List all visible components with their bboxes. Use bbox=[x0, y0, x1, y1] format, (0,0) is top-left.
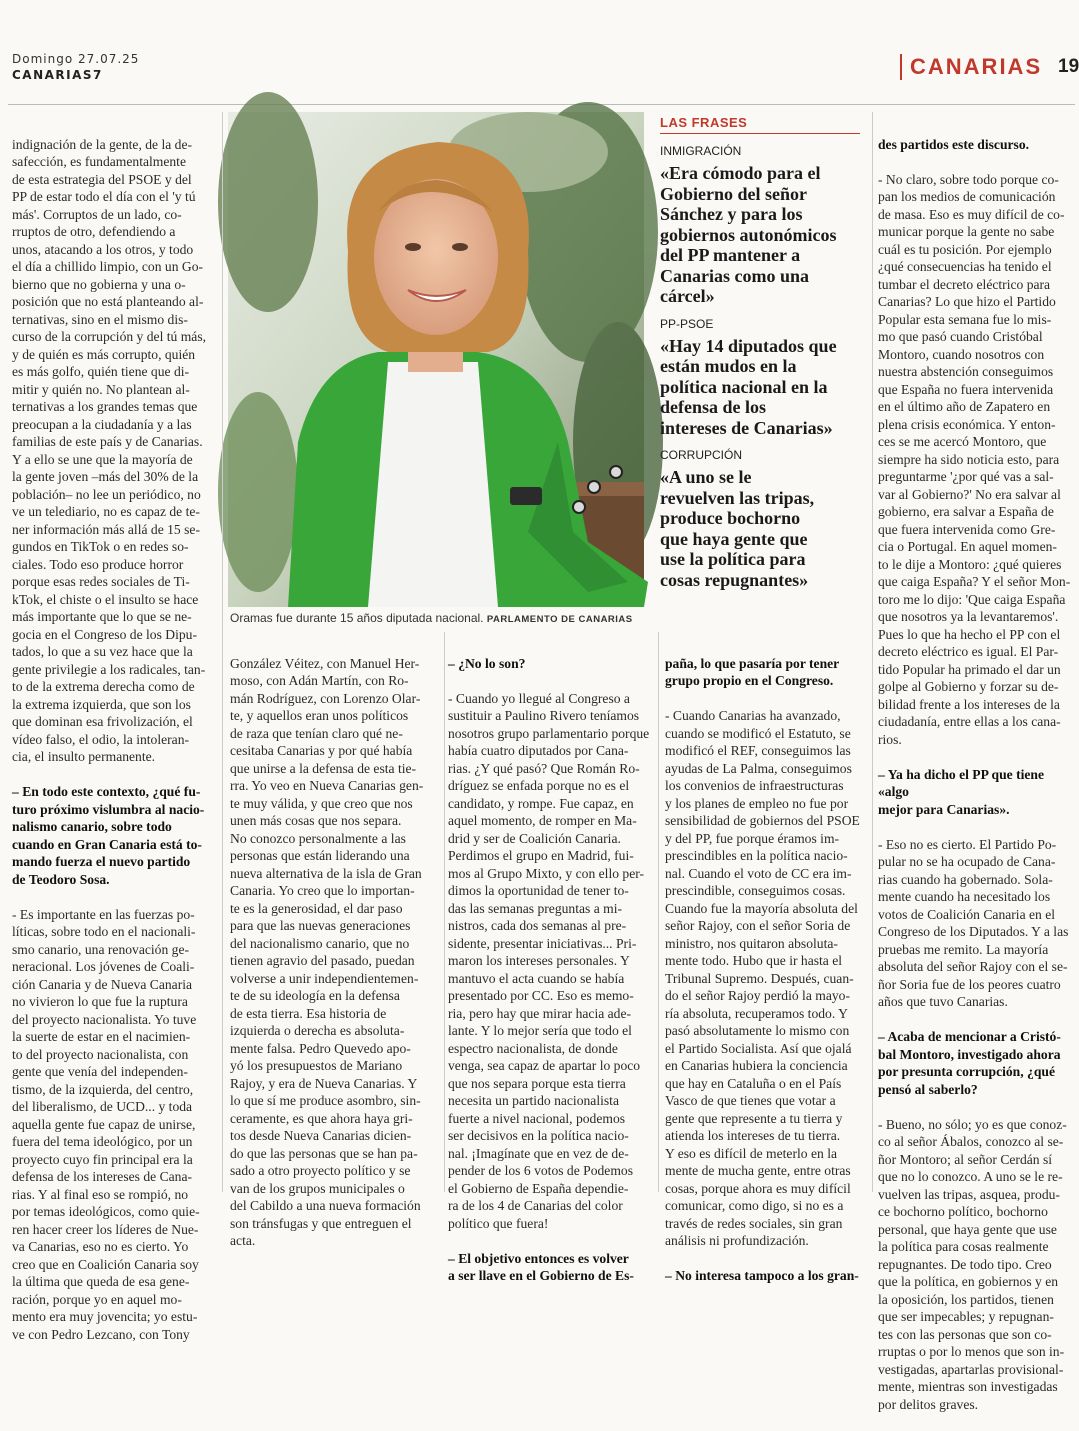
article-column-1 bbox=[12, 118, 217, 1342]
quote-text: «Hay 14 diputados que están mudos en la política nacional en la defensa de los intereses de Canarias» bbox=[660, 335, 837, 438]
article-column-2 bbox=[230, 637, 440, 1248]
interview-question: – El objetivo entonces es volver a ser llave en el Gobierno de Es- bbox=[448, 1250, 634, 1283]
interview-question: – ¿No lo son? bbox=[448, 655, 526, 671]
quote-text: «Era cómodo para el Gobierno del señor Sánchez y para los gobiernos autonómicos del PP mantener a Canarias como una cárcel» bbox=[660, 163, 837, 306]
column-2-paragraph: González Véitez, con Manuel Her- moso, con Adán Martín, con Ro- mán Rodríguez, con Lorenzo Olar- te, y aquellos eran unos políticos de raza que tenían claro qué ne- cesitaba Canarias y por qué había que unirse a la defensa de esta tie- rra. Yo veo en Nueva Canarias gen- te muy válida, y que creo que nos unen más cosas que nos separa. No conozco personalmente a las personas que están liderando una nueva alternativa de la isla de Gran Canaria. Yo creo que lo importan- te es la generosidad, el dar paso para que las nuevas generaciones del nacionalismo canario, que no tienen agravio del pasado, puedan volverse a unir independientemen- te de su ideología en la defensa de esta tierra. Esa historia de izquierda o derecha es absoluta- mente falsa. Pedro Quevedo apo- yó los presupuestos de Mariano Rajoy, y era de Nueva Canarias. Y lo que sí me produce asombro, sin- ceramente, es que ahora haya gri- tos desde Nueva Canarias dicien- do que las personas que se han pa- sado a otro proyecto político y se van de los grupos municipales o del Cabildo a una nueva formación son tránsfugas y que entreguen el acta. bbox=[230, 655, 424, 1248]
column-divider bbox=[222, 112, 223, 1192]
interview-answer: - Es importante en las fuerzas po- líticas, sobre todo en el nacionali- smo canario, una renovación ge- neracional. Los jóvenes de Coali- ción Canaria y de Nueva Canaria no vivieron lo que fue la ruptura del proyecto nacionalista. Yo tuve la suerte de estar en el nacimien- to del proyecto nacionalista, con gente que venía del independen- tismo, de la izquierda, del centro, del liberalismo, de UCD... y toda aquella gente fue capaz de unirse, fuera del tema ideológico, por un proyecto cuyo fin principal era la defensa de los intereses de Cana- rias. Y al final eso se rompió, no por temas ideológicos, como quie- ren hacer creer los líderes de Nue- va Canarias, eso no es cierto. Yo creo que en Coalición Canaria soy la última que queda de esa gene- ración, porque yo en aquel mo- mento era muy jovencita; yo estu- ve con Pedro Lezcano, con Tony bbox=[12, 906, 200, 1342]
masthead bbox=[0, 0, 1079, 90]
header-rule bbox=[8, 104, 1075, 105]
interview-question: – No interesa tampoco a los gran- bbox=[665, 1268, 859, 1283]
interview-question: – En todo este contexto, ¿qué fu- turo próximo vislumbra al nacio- nalismo canario, sobre todo cuando en Gran Canaria está to- mando fuerza el nuevo partido de Teodoro Sosa. bbox=[12, 784, 205, 887]
article-column-5 bbox=[878, 118, 1075, 1412]
interview-question: – Acaba de mencionar a Cristó- bal Montoro, investigado ahora por presunta corrupción, ¿qué pensó al saberlo? bbox=[878, 1029, 1061, 1097]
quote-category: PP-PSOE bbox=[660, 316, 714, 331]
article-column-4 bbox=[665, 637, 870, 1283]
interview-answer: - Bueno, no sólo; yo es que conoz- co al señor Ábalos, conozco al se- ñor Montoro; al señor Cerdán sí que no lo conozco. A uno se le re- vuelven las tripas, asquea, produ- ce bochorno político, bochorno personal, que haya gente que use la política para cosas realmente repugnantes. De todo tipo. Creo que la política, en gobiernos y en la oposición, los partidos, tienen que ser impecables; y repugnan- tes con las personas que son co- rruptas o por lo menos que son in- vestigadas, apartarlas provisional- mente, mientras son investigadas por delitos graves. bbox=[878, 1116, 1067, 1412]
newspaper-name: CANARIAS7 bbox=[12, 68, 103, 82]
issue-date: Domingo 27.07.25 bbox=[12, 52, 140, 66]
quote-category: CORRUPCIÓN bbox=[660, 448, 743, 462]
interview-question: paña, lo que pasaría por tener grupo propio en el Congreso. bbox=[665, 655, 840, 688]
interview-answer: - Cuando Canarias ha avanzado, cuando se modificó el Estatuto, se modificó el REF, conseguimos las ayudas de La Palma, conseguimos los convenios de infraestructuras y los planes de empleo no fue por sensibilidad de gobiernos del PSOE y del PP, fue porque éramos im- prescindibles en la política nacio- nal. Cuando el voto de CC era im- prescindible, conseguimos cosas. Cuando fue la mayoría absoluta del señor Rajoy, con el señor Soria de ministro, nos quitaron absoluta- mente todo. Hubo que ir hasta el Tribunal Supremo. Después, cuan- do el señor Rajoy perdió la mayo- ría absoluta, recuperamos todo. Y pasó absolutamente lo mismo con el Partido Socialista. Así que ojalá en Canarias hubiera la conciencia que hay en Cataluña o en el País Vasco de que tienes que votar a gente que represente a tu tierra y atienda los intereses de tu tierra. Y eso es difícil de meterlo en la mente de mucha gente, entre otras cosas, porque ahora es muy difícil comunicar, como digo, si no es a través de redes sociales, sin gran análisis ni profundización. bbox=[665, 708, 860, 1248]
quotes-header: LAS FRASES bbox=[660, 115, 860, 134]
quote-text: «A uno se le revuelven las tripas, produce bochorno que haya gente que use la política para cosas repugnantes» bbox=[660, 467, 815, 590]
column-1-paragraph: indignación de la gente, de la de- safección, es fundamentalmente de esta estrategia del PSOE y del PP de estar todo el día con el 'y tú más'. Corruptos de un lado, co- rruptos de otro, defendiendo a unos, atacando a los otros, y todo el día a chillido limpio, con un Go- bierno que no gobierna y una o- posición que no está planteando al- ternativas, sino en el mismo dis- curso de la corrupción y del tú más, y de quién es más corrupto, quién es más golfo, quién tiene que di- mitir y quién no. No plantean al- ternativas a los grandes temas que preocupan a la ciudadanía y a las familias de este país y de Canarias. Y a ello se une que la mayoría de la gente joven –más del 30% de la población– no lee un periódico, no ve un telediario, no es capaz de te- ner información más allá de 15 se- gundos en TikTok o en redes so- ciales. Todo eso produce horror porque esas redes sociales de Ti- kTok, el chiste o el insulto se hace más importante que lo que se ne- gocia en el Congreso de los Dipu- tados, lo que a su vez hace que la gente privilegie a los radicales, tan- to de la extrema derecha como de la extrema izquierda, que son los que dominan esa frivolización, el vídeo falso, el odio, la intoleran- cia, el insulto permanente. bbox=[12, 136, 207, 764]
quote-category: INMIGRACIÓN bbox=[660, 144, 742, 158]
photo-credit: PARLAMENTO DE CANARIAS bbox=[486, 614, 633, 625]
section-title: CANARIAS bbox=[900, 54, 1042, 80]
article-column-3 bbox=[448, 637, 653, 1283]
interview-question: des partidos este discurso. bbox=[878, 136, 1030, 152]
column-divider bbox=[872, 112, 873, 1192]
quotes-box bbox=[660, 115, 860, 600]
column-divider bbox=[658, 632, 659, 1192]
column-divider bbox=[444, 632, 445, 1192]
interview-answer: - Cuando yo llegué al Congreso a sustituir a Paulino Rivero teníamos nosotros grupo parlamentario porque había cuatro diputados por Cana- rias. ¿Y qué pasó? Que Román Ro- dríguez se enfada porque no es el candidato, y rompe. Fue capaz, en aquel momento, de romper en Ma- drid y ser de Coalición Canaria. Perdimos el grupo en Madrid, fui- mos al Grupo Mixto, y con ello per- dimos la oportunidad de tener to- das las semanas preguntas a mi- nistros, cada dos semanas al pre- sidente, presentar iniciativas... Pri- maron los intereses personales. Y mantuvo el acta cuando se había presentado por CC. Eso es memo- ria, pero hay que mirar hacia ade- lante. Y lo mejor sería que todo el espectro nacionalista, de donde venga, sea capaz de apartar lo poco que nos separa porque esta tierra necesita un partido nacionalista fuerte a nivel nacional, podemos ser decisivos en la política nacio- nal. ¡Imagínate que en vez de de- pender de los 6 votos de Podemos el Gobierno de España dependie- ra de los 4 de Canarias del color político que fuera! bbox=[448, 690, 650, 1231]
portrait-photo bbox=[228, 112, 644, 607]
interview-question: – Ya ha dicho el PP que tiene «algo mejor para Canarias». bbox=[878, 766, 1045, 817]
photo-caption bbox=[230, 611, 633, 625]
interview-answer: - No claro, sobre todo porque co- pan los medios de comunicación de masa. Eso es muy difícil de co- municar porque la gente no sabe cuál es tu posición. Por ejemplo ¿qué consecuencias ha tenido el tumbar el decreto eléctrico para Canarias? Lo que hizo el Partido Popular esta semana fue lo mis- mo que pasó cuando Cristóbal Montoro, cuando nosotros con nuestra abstención conseguimos que España no fuera intervenida en el último año de Zapatero en plena crisis económica. Y enton- ces se me acercó Montoro, que siempre ha sido noticia esto, para preguntarme '¿por qué vas a sal- var al Gobierno?' No era salvar al gobierno, era salvar a España de que fuera intervenida como Gre- cia o Portugal. En aquel momen- to le dije a Montoro: ¿qué quieres que caiga España? Y el señor Mon- toro me lo dijo: 'Que caiga España que nosotros ya la levantaremos'. Pues lo que ha hecho el PP con el decreto eléctrico es igual. El Par- tido Popular ha primado el dar un golpe al Gobierno y forzar su de- bilidad frente a los intereses de la ciudadanía, entre ellas a los cana- rios. bbox=[878, 171, 1071, 747]
caption-text: Oramas fue durante 15 años diputada nacional. bbox=[230, 611, 484, 625]
page-number: 19 bbox=[1058, 56, 1079, 77]
interview-answer: - Eso no es cierto. El Partido Po- pular no se ha ocupado de Cana- rias cuando ha gobernado. Sola- mente cuando ha necesitado los votos de Coalición Canaria en el Congreso de los Diputados. Y a las pruebas me remito. La mayoría absoluta del señor Rajoy con el se- ñor Soria fue de los peores cuatro años que tuvo Canarias. bbox=[878, 836, 1069, 1009]
